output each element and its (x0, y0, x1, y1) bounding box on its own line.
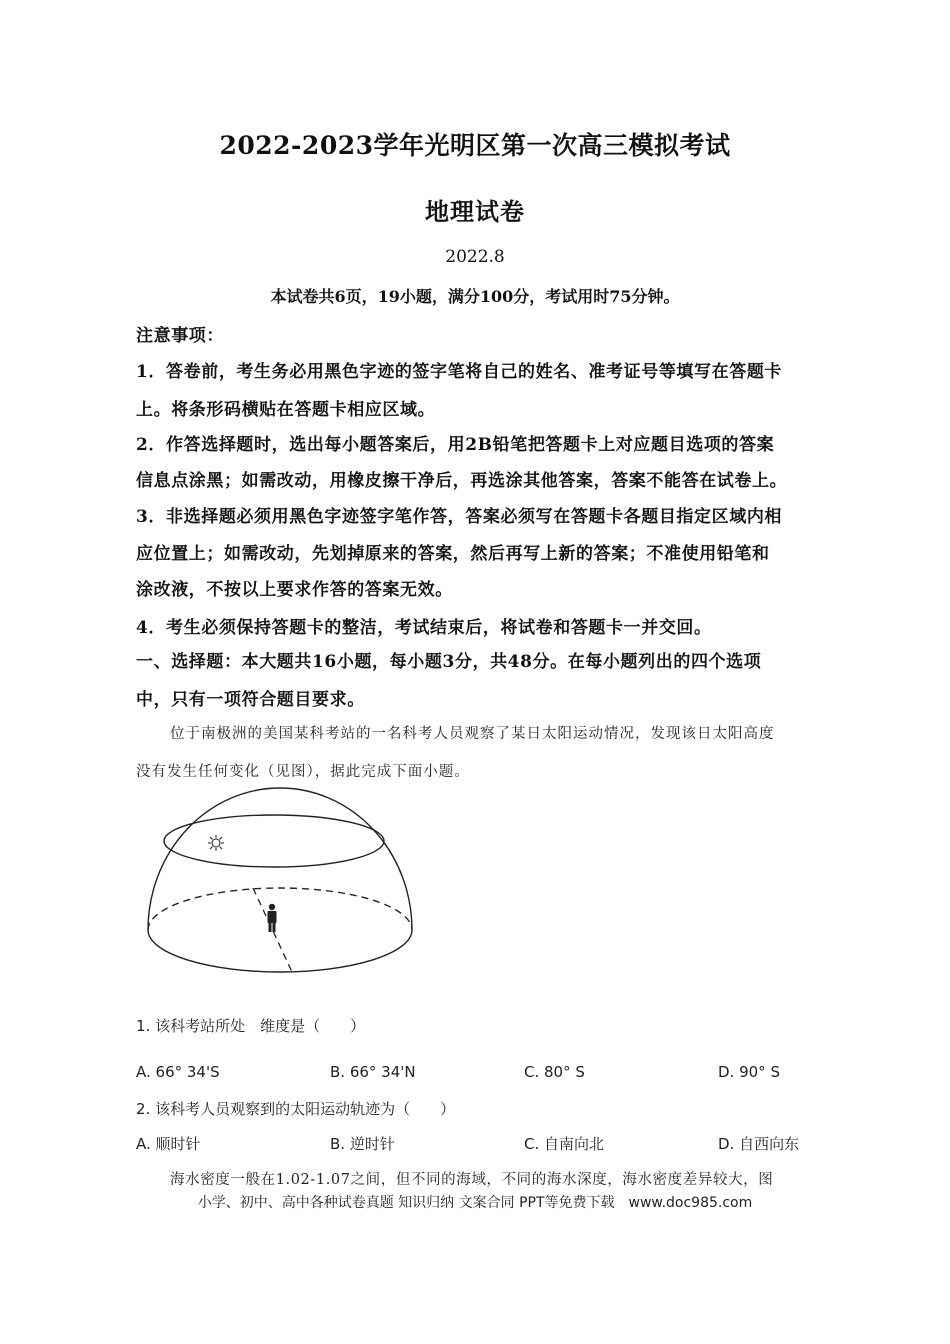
exam-intro: 本试卷共6页，19小题，满分100分，考试用时75分钟。 (270, 287, 680, 306)
question-stem: 2. 该科考人员观察到的太阳运动轨迹为（ ） (136, 1100, 456, 1118)
exam-date: 2022.8 (445, 247, 505, 267)
section-heading: 中，只有一项符合题目要求。 (136, 690, 365, 710)
exam-subject: 地理试卷 (425, 197, 525, 226)
page-footer: 小学、初中、高中各种试卷真题 知识归纳 文案合同 PPT等免费下载 www.doc985.com (197, 1195, 753, 1211)
notes-line: 涂改液，不按以上要求作答的答案无效。 (136, 580, 453, 600)
sun-icon (208, 835, 224, 851)
section-heading: 一、选择题：本大题共16小题，每小题3分，共48分。在每小题列出的四个选项 (136, 652, 762, 672)
option-b: B. 66° 34'N (330, 1063, 416, 1081)
option-a: A. 顺时针 (136, 1135, 201, 1153)
notes-line: 应位置上；如需改动，先划掉原来的答案，然后再写上新的答案；不准使用铅笔和 (136, 544, 770, 564)
next-passage-line: 海水密度一般在1.02-1.07之间，但不同的海域，不同的海水深度，海水密度差异较大，图 (170, 1172, 774, 1188)
option-b: B. 逆时针 (330, 1135, 395, 1153)
person-icon (268, 904, 277, 932)
passage-line: 位于南极洲的美国某科考站的一名科考人员观察了某日太阳运动情况，发现该日太阳高度 (170, 726, 775, 742)
option-d: D. 90° S (718, 1063, 780, 1081)
notes-line: 上。将条形码横贴在答题卡相应区域。 (136, 400, 436, 420)
notes-line: 3．非选择题必须用黑色字迹签字笔作答，答案必须写在答题卡各题目指定区域内相 (136, 507, 783, 527)
option-a: A. 66° 34'S (136, 1063, 220, 1081)
option-c: C. 80° S (524, 1063, 585, 1081)
notes-line: 4．考生必须保持答题卡的整洁，考试结束后，将试卷和答题卡一并交回。 (136, 618, 712, 638)
notes-line: 2．作答选择题时，选出每小题答案后，用2B铅笔把答题卡上对应题目选项的答案 (136, 435, 775, 455)
option-c: C. 自南向北 (524, 1135, 605, 1153)
sun-path-diagram (140, 785, 420, 980)
passage-line: 没有发生任何变化（见图），据此完成下面小题。 (136, 764, 470, 780)
option-d: D. 自西向东 (718, 1135, 800, 1153)
question-stem: 1. 该科考站所处 维度是（ ） (136, 1017, 366, 1035)
exam-title: 2022-2023学年光明区第一次高三模拟考试 (219, 131, 731, 160)
notes-heading: 注意事项： (136, 326, 224, 346)
notes-line: 1．答卷前，考生务必用黑色字迹的签字笔将自己的姓名、准考证号等填写在答题卡 (136, 362, 783, 382)
notes-line: 信息点涂黑；如需改动，用橡皮擦干净后，再选涂其他答案，答案不能答在试卷上。 (136, 471, 788, 491)
